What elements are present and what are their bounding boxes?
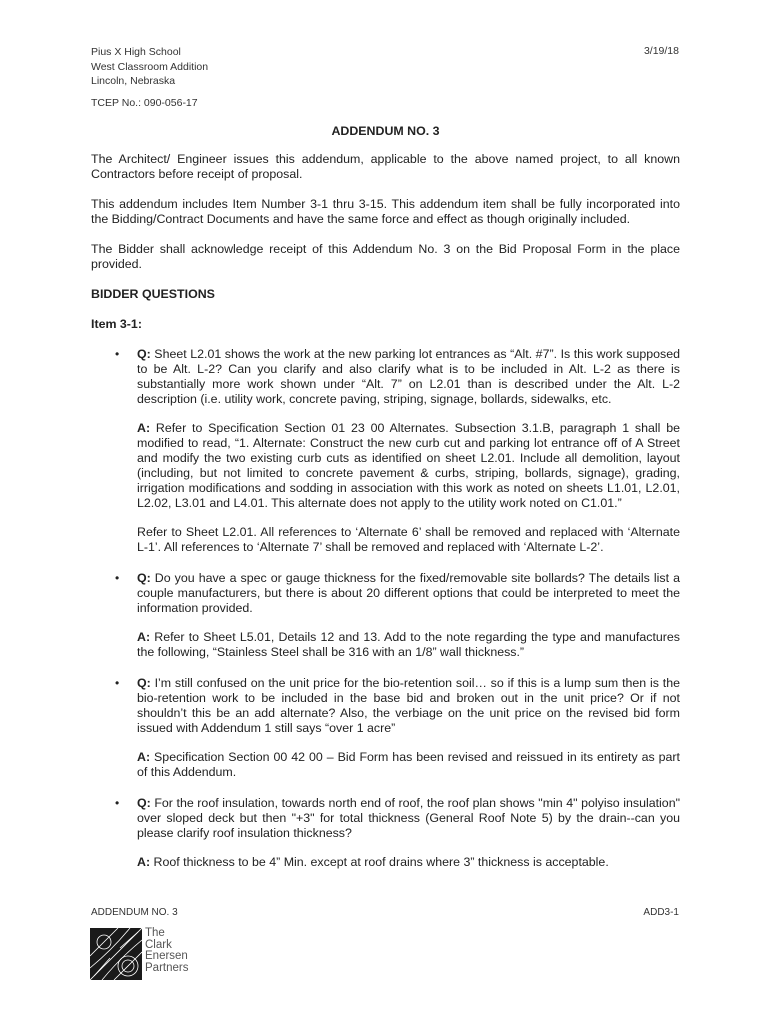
- firm-logo: [90, 928, 200, 980]
- question-item: [91, 347, 680, 555]
- question: [137, 796, 680, 841]
- answer-text: Refer to Specification Section 01 23 00 Alternates. Subsection 3.1.B, paragraph 1 shall be modified to read, “1. Alternate: Construct the new curb cut and parking lot entrance off of A Street and modify the two existing curb cuts as identified on sheet L2.01. Include all demolition, layout (including, but not limited to concrete pavement & curbs, striping, bollards, signage), grading, irrigation modifications and sodding in association with this work as noted on sheets L1.01, L2.01, L2.02, L3.01 and L4.01. This alternate does not apply to the utility work noted on C1.01.”: [137, 421, 680, 510]
- logo-line: The: [145, 927, 165, 939]
- a-label: A:: [137, 855, 151, 869]
- bullet: •: [115, 676, 120, 690]
- answer-text: Specification Section 00 42 00 – Bid Form has been revised and reissued in its entirety as part of this Addendum.: [137, 750, 680, 779]
- answer-extra: Refer to Sheet L2.01. All references to ‘Alternate 6’ shall be removed and replaced with ‘Alternate L-1’. All references to ‘Alternate 7’ shall be removed and replaced with ‘Alternate L-2’.: [137, 525, 680, 554]
- answer: [137, 750, 680, 780]
- header-line: West Classroom Addition: [91, 60, 209, 73]
- header-line: Pius X High School: [91, 46, 181, 58]
- project-header: [91, 45, 208, 89]
- question: [137, 347, 680, 407]
- logo-line: Enersen: [145, 950, 188, 962]
- document-body: [91, 124, 680, 886]
- question-text: For the roof insulation, towards north end of roof, the roof plan shows "min 4" polyiso insulation" over sloped deck but then "+3" for total thickness (General Roof Note 5) by the drain--can you please clarify roof insulation thickness?: [137, 796, 680, 840]
- question-text: Sheet L2.01 shows the work at the new parking lot entrances as “Alt. #7”. Is this work supposed to be Alt. L-2? Can you clarify and also clarify what is to be included in Alt. L-2 as there is substantially more work shown under “Alt. 7” on L2.01 than is described under the Alt. L-2 description (i.e. utility work, concrete paving, striping, signage, bollards, sidewalks, etc.: [137, 347, 680, 406]
- a-label: A:: [137, 421, 151, 435]
- intro-paragraph: The Bidder shall acknowledge receipt of this Addendum No. 3 on the Bid Proposal Form in the place provided.: [91, 242, 680, 271]
- answer: [137, 855, 680, 870]
- question-item: [91, 571, 680, 660]
- a-label: A:: [137, 750, 151, 764]
- question-item: [91, 676, 680, 780]
- q-label: Q:: [137, 571, 151, 585]
- q-label: Q:: [137, 796, 151, 810]
- question-item: [91, 796, 680, 870]
- bullet: •: [115, 347, 120, 361]
- logo-line: Partners: [145, 961, 189, 974]
- answer: [137, 421, 680, 511]
- page-title: ADDENDUM NO. 3: [331, 124, 440, 138]
- logo-wordmark: [145, 928, 188, 974]
- question: [137, 676, 680, 736]
- answer: [137, 630, 680, 660]
- logo-line: Clark: [145, 938, 172, 951]
- question-text: I’m still confused on the unit price for the bio-retention soil… so if this is a lump sum then is the bio-retention work to be included in the base bid and broken out in the unit price? Or if not shouldn’t this be an add alternate? Also, the verbiage on the unit price on the revised bid form issued with Addendum 1 still says “over 1 acre”: [137, 676, 680, 735]
- answer-text: Roof thickness to be 4” Min. except at roof drains where 3” thickness is acceptable.: [150, 855, 609, 869]
- intro-paragraph: The Architect/ Engineer issues this addendum, applicable to the above named project, to all known Contractors before receipt of proposal.: [91, 152, 680, 181]
- q-label: Q:: [137, 676, 151, 690]
- bullet: •: [115, 796, 120, 810]
- question: [137, 571, 680, 616]
- logo-mark-icon: [90, 928, 142, 980]
- a-label: A:: [137, 630, 151, 644]
- section-heading: BIDDER QUESTIONS: [91, 287, 215, 301]
- answer-text: Refer to Sheet L5.01, Details 12 and 13. Add to the note regarding the type and manufactures the following, “Stainless Steel shall be 316 with an 1/8” wall thickness.”: [137, 630, 680, 659]
- header-line: Lincoln, Nebraska: [91, 75, 176, 87]
- question-text: Do you have a spec or gauge thickness for the fixed/removable site bollards? The details list a couple manufacturers, but there is about 20 different options that could be interpreted to meet the information provided.: [137, 571, 680, 615]
- bullet: •: [115, 571, 120, 585]
- question-list: [91, 347, 680, 870]
- intro-paragraph: This addendum includes Item Number 3-1 thru 3-15. This addendum item shall be fully incorporated into the Bidding/Contract Documents and have the same force and effect as though originally included.: [91, 197, 680, 226]
- q-label: Q:: [137, 347, 151, 361]
- footer-title: ADDENDUM NO. 3: [91, 907, 178, 918]
- item-heading: Item 3-1:: [91, 317, 142, 331]
- tcep-number: TCEP No.: 090-056-17: [91, 97, 198, 109]
- page-number: ADD3-1: [643, 907, 679, 918]
- document-date: 3/19/18: [643, 45, 679, 57]
